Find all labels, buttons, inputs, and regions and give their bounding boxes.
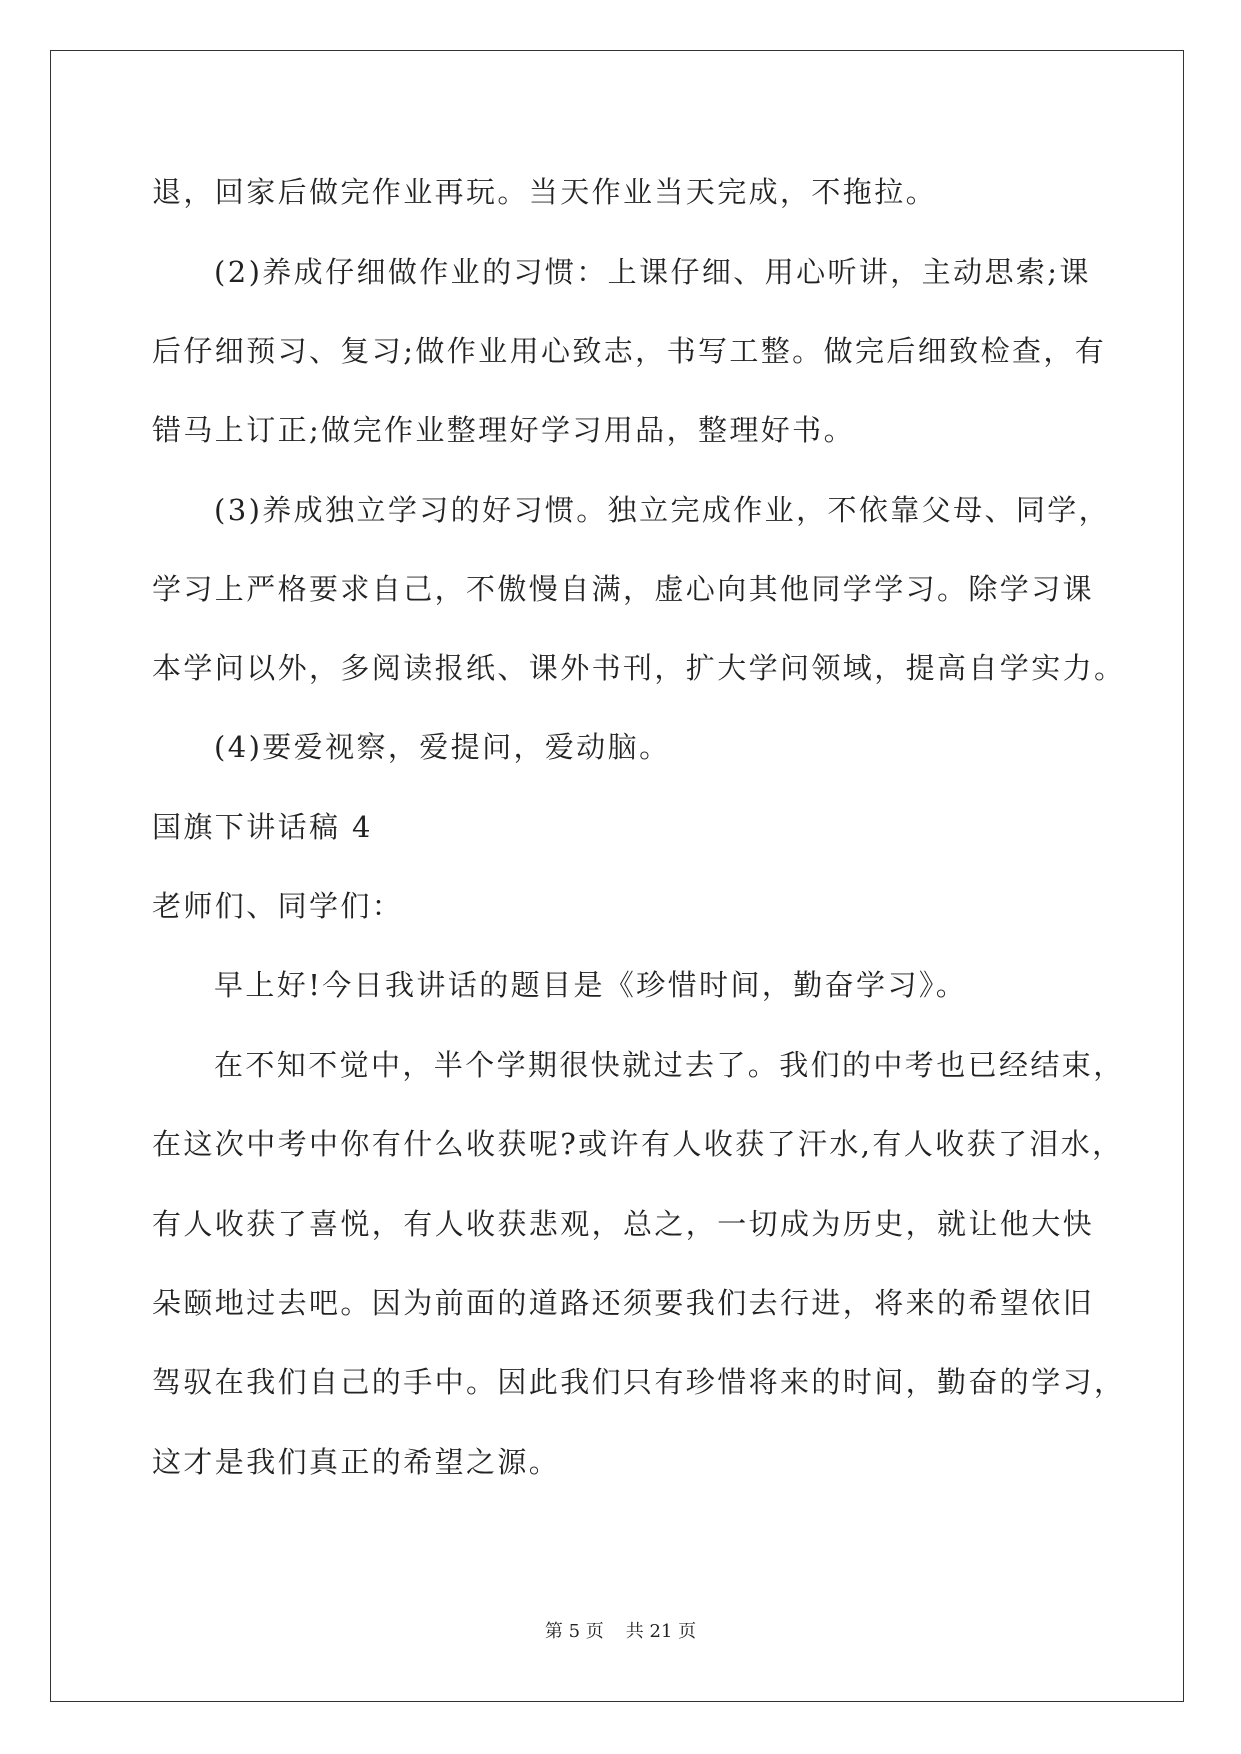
body-line: 早上好!今日我讲话的题目是《珍惜时间，勤奋学习》。 — [214, 968, 968, 1002]
body-line: 后仔细预习、复习;做作业用心致志，书写工整。做完后细致检查，有 — [152, 334, 1107, 368]
body-line: 错马上订正;做完作业整理好学习用品，整理好书。 — [152, 413, 855, 447]
body-line: 在不知不觉中，半个学期很快就过去了。我们的中考也已经结束， — [214, 1048, 1125, 1082]
body-line: 在这次中考中你有什么收获呢?或许有人收获了汗水,有人收获了泪水， — [152, 1127, 1124, 1161]
body-line: 朵颐地过去吧。因为前面的道路还须要我们去行进，将来的希望依旧 — [152, 1286, 1095, 1320]
body-line: (4)要爱视察，爱提问，爱动脑。 — [214, 730, 671, 764]
body-line: 有人收获了喜悦，有人收获悲观，总之，一切成为历史，就让他大快 — [152, 1207, 1095, 1241]
body-line: 学习上严格要求自己，不傲慢自满，虚心向其他同学学习。除学习课 — [152, 572, 1095, 606]
body-line: (3)养成独立学习的好习惯。独立完成作业，不依靠父母、同学， — [214, 493, 1111, 527]
body-line: 这才是我们真正的希望之源。 — [152, 1445, 561, 1479]
page-number: 第 5 页 — [544, 1621, 604, 1642]
body-line: 退，回家后做完作业再玩。当天作业当天完成，不拖拉。 — [152, 175, 938, 209]
section-heading: 国旗下讲话稿 4 — [152, 810, 373, 844]
body-line: 驾驭在我们自己的手中。因此我们只有珍惜将来的时间，勤奋的学习， — [152, 1365, 1126, 1399]
salutation: 老师们、同学们： — [152, 889, 404, 923]
page-total: 共 21 页 — [625, 1621, 697, 1642]
body-line: 本学问以外，多阅读报纸、课外书刊，扩大学问领域，提高自学实力。 — [152, 651, 1126, 685]
body-line: (2)养成仔细做作业的习惯：上课仔细、用心听讲，主动思索;课 — [214, 255, 1091, 289]
page-footer — [0, 1620, 1241, 1644]
